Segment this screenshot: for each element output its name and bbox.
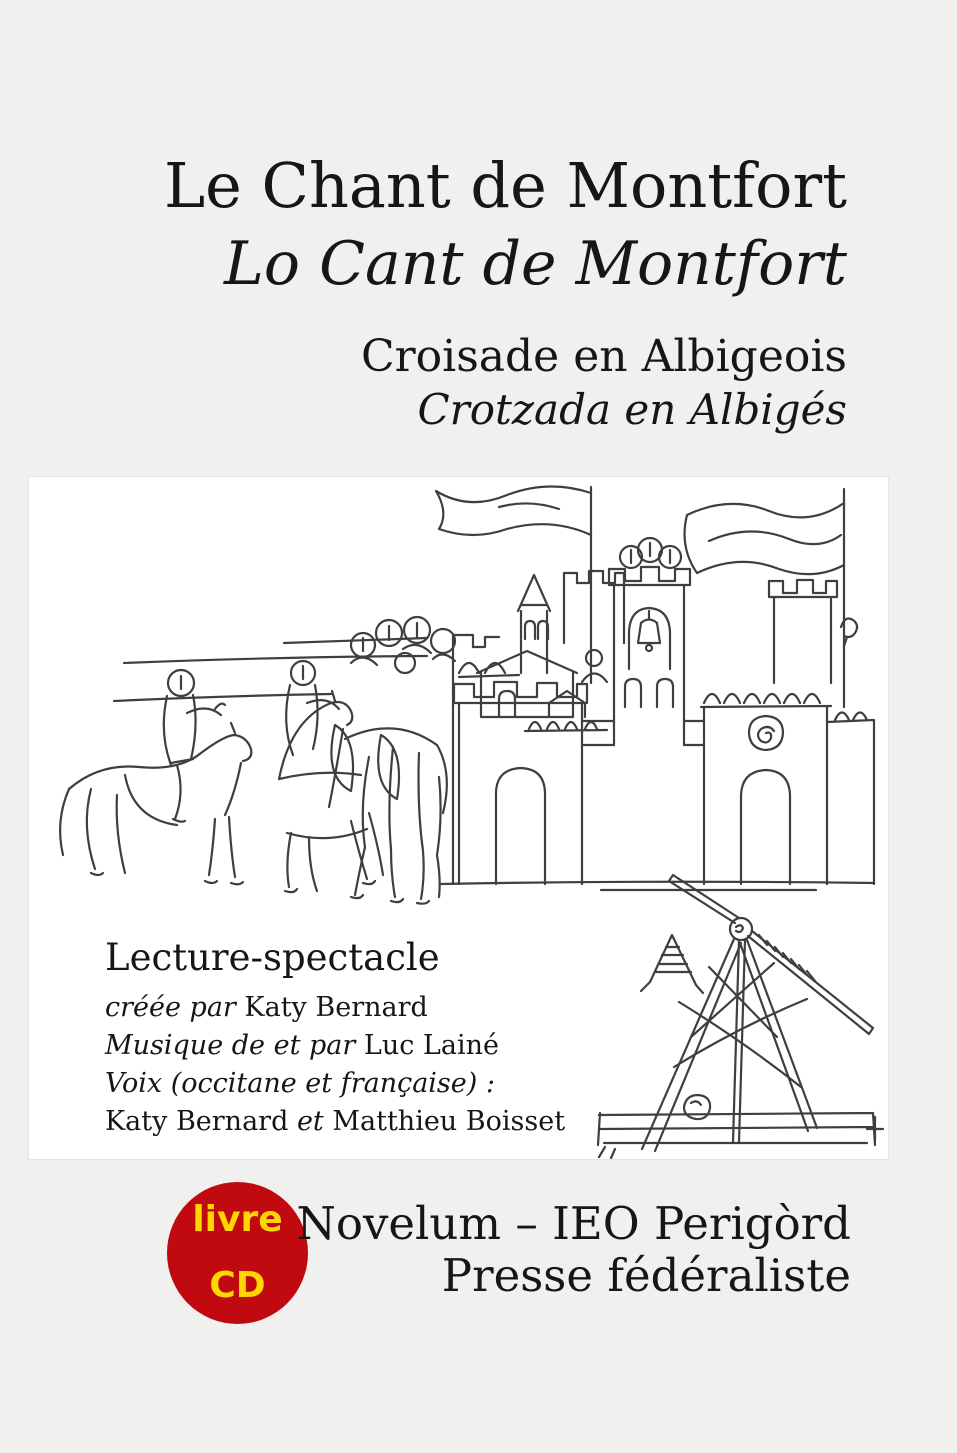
subtitle-occitan: Crotzada en Albigés [417, 385, 847, 434]
credit-created-by-name: Katy Bernard [244, 992, 428, 1023]
credit-music-name: Luc Lainé [363, 1030, 499, 1061]
credit-voices-names [105, 1103, 565, 1141]
credit-voices-label: Voix (occitane et française) : [105, 1068, 495, 1099]
page-title-french: Le Chant de Montfort [163, 149, 847, 222]
knights-drawing [60, 617, 455, 904]
publisher-block [296, 1198, 851, 1302]
publisher-line-2: Presse fédéraliste [441, 1249, 851, 1302]
title-block [164, 146, 847, 436]
credits-heading: Lecture-spectacle [105, 936, 440, 979]
credit-created-by [105, 989, 565, 1027]
credit-voice-name-1: Katy Bernard [105, 1106, 289, 1137]
castle-drawing [436, 486, 874, 884]
credits-block [105, 935, 565, 1141]
subtitle-french: Croisade en Albigeois [360, 331, 847, 382]
credit-voices-conjunction: et [288, 1106, 333, 1137]
badge-line-cd: CD [209, 1265, 266, 1306]
livre-cd-badge [167, 1182, 308, 1324]
illustration-panel [28, 476, 889, 1160]
subtitle-block [164, 330, 847, 436]
trebuchet-drawing [598, 875, 883, 1158]
badge-line-livre: livre [192, 1199, 283, 1240]
credit-voice-name-2: Matthieu Boisset [332, 1106, 566, 1137]
publisher-line-1: Novelum – IEO Perigòrd [296, 1197, 851, 1250]
credit-music [105, 1027, 565, 1065]
ground-line [441, 882, 874, 890]
credit-created-by-prefix: créée par [105, 992, 245, 1023]
credit-music-prefix: Musique de et par [105, 1030, 364, 1061]
page-title-occitan: Lo Cant de Montfort [224, 229, 847, 299]
